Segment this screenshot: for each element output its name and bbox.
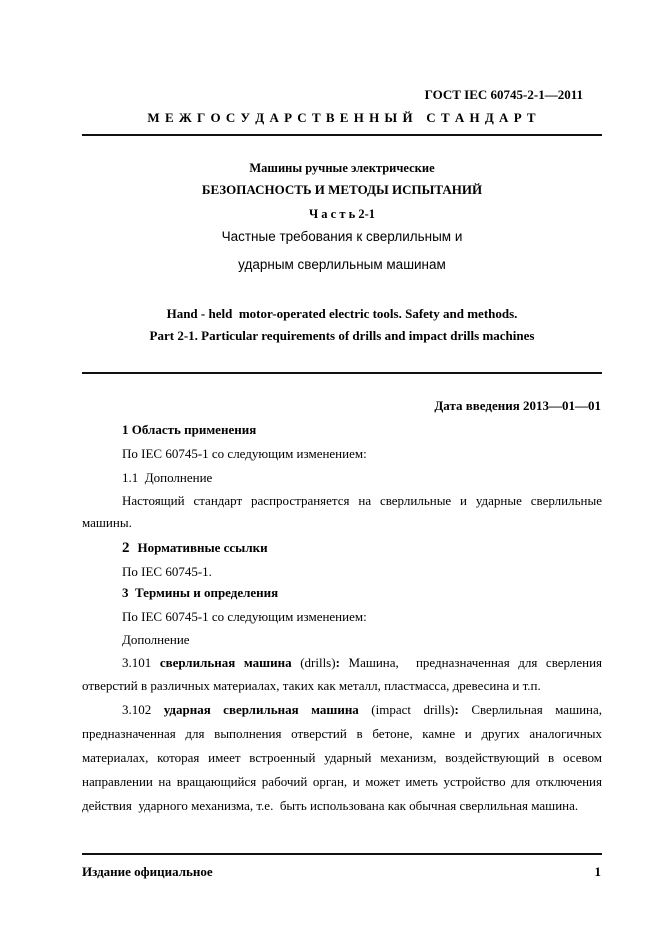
intro-date: Дата введения 2013—01—01 bbox=[434, 398, 601, 413]
page-number: 1 bbox=[594, 864, 601, 879]
definition-3-102-line2: предназначенная для выполнения отверстий в бетоне, камне и других аналогичных bbox=[82, 726, 602, 741]
header-rule bbox=[82, 134, 602, 136]
section-2-heading bbox=[82, 538, 602, 558]
definition-3-102-line4: направлении на вращающийся рабочий орган, и может иметь устройство для отключения bbox=[82, 774, 602, 789]
section-1-paragraph-1: По IEC 60745-1 со следующим изменением: bbox=[122, 446, 367, 461]
title-english-line2: Part 2-1. Particular requirements of drills and impact drills machines bbox=[149, 328, 535, 343]
definition-3-102-english: (impact drills) bbox=[371, 702, 455, 717]
definition-3-102-line1 bbox=[82, 700, 602, 720]
definition-3-102-text: Сверлильная машина, bbox=[471, 702, 603, 717]
definition-3-101-colon: : bbox=[335, 655, 340, 670]
definition-3-101-line2: отверстий в различных материалах, таких как металл, пластмасса, древесина и т.п. bbox=[82, 678, 541, 693]
section-2-paragraph-1: По IEC 60745-1. bbox=[122, 564, 212, 579]
section-2-number: 2 bbox=[122, 540, 130, 556]
definition-3-102-line5: действия ударного механизма, т.е. быть использована как обычная сверлильная машина. bbox=[82, 798, 579, 813]
standard-type-heading: М Е Ж Г О С У Д А Р С Т В Е Н Н Ы Й С Т А Н Д А Р Т bbox=[147, 110, 537, 125]
gost-number: ГОСТ IEC 60745-2-1—2011 bbox=[424, 87, 583, 102]
definition-3-102-term: ударная сверлильная машина bbox=[163, 702, 359, 717]
definition-3-102-line3: материалах, которая имеет встроенный ударный механизм, воздействующий в осевом bbox=[82, 750, 602, 765]
section-3-heading: 3 Термины и определения bbox=[122, 585, 279, 600]
definition-3-101-number: 3.101 bbox=[122, 655, 152, 670]
definition-3-102-number: 3.102 bbox=[122, 702, 152, 717]
title-sub-line1: Частные требования к сверлильным и bbox=[221, 229, 463, 244]
section-1-paragraph-3-line1: Настоящий стандарт распространяется на сверлильные и ударные сверлильные bbox=[122, 493, 602, 508]
section-3-paragraph-2: Дополнение bbox=[122, 632, 190, 647]
section-1-heading: 1 Область применения bbox=[122, 422, 257, 437]
title-main: БЕЗОПАСНОСТЬ И МЕТОДЫ ИСПЫТАНИЙ bbox=[201, 182, 483, 197]
title-english-line1: Hand - held motor-operated electric tools. Safety and methods. bbox=[166, 306, 518, 321]
section-3-paragraph-1: По IEC 60745-1 со следующим изменением: bbox=[122, 609, 367, 624]
definition-3-101-text: Машина, предназначенная для сверления bbox=[348, 655, 603, 670]
section-1-paragraph-2: 1.1 Дополнение bbox=[122, 470, 213, 485]
section-2-title: Нормативные ссылки bbox=[137, 540, 268, 555]
definition-3-101-english: (drills) bbox=[300, 655, 336, 670]
footer-rule bbox=[82, 853, 602, 855]
definition-3-101-line1 bbox=[82, 653, 602, 673]
section-1-paragraph-3-line2: машины. bbox=[82, 515, 132, 530]
footer-edition: Издание официальное bbox=[82, 864, 213, 879]
title-category: Машины ручные электрические bbox=[249, 161, 435, 175]
title-rule bbox=[82, 372, 602, 374]
definition-3-102-colon: : bbox=[454, 702, 459, 717]
definition-3-101-term: сверлильная машина bbox=[159, 655, 292, 670]
title-part: Ч а с т ь 2-1 bbox=[308, 207, 375, 221]
title-sub-line2: ударным сверлильным машинам bbox=[238, 257, 446, 272]
